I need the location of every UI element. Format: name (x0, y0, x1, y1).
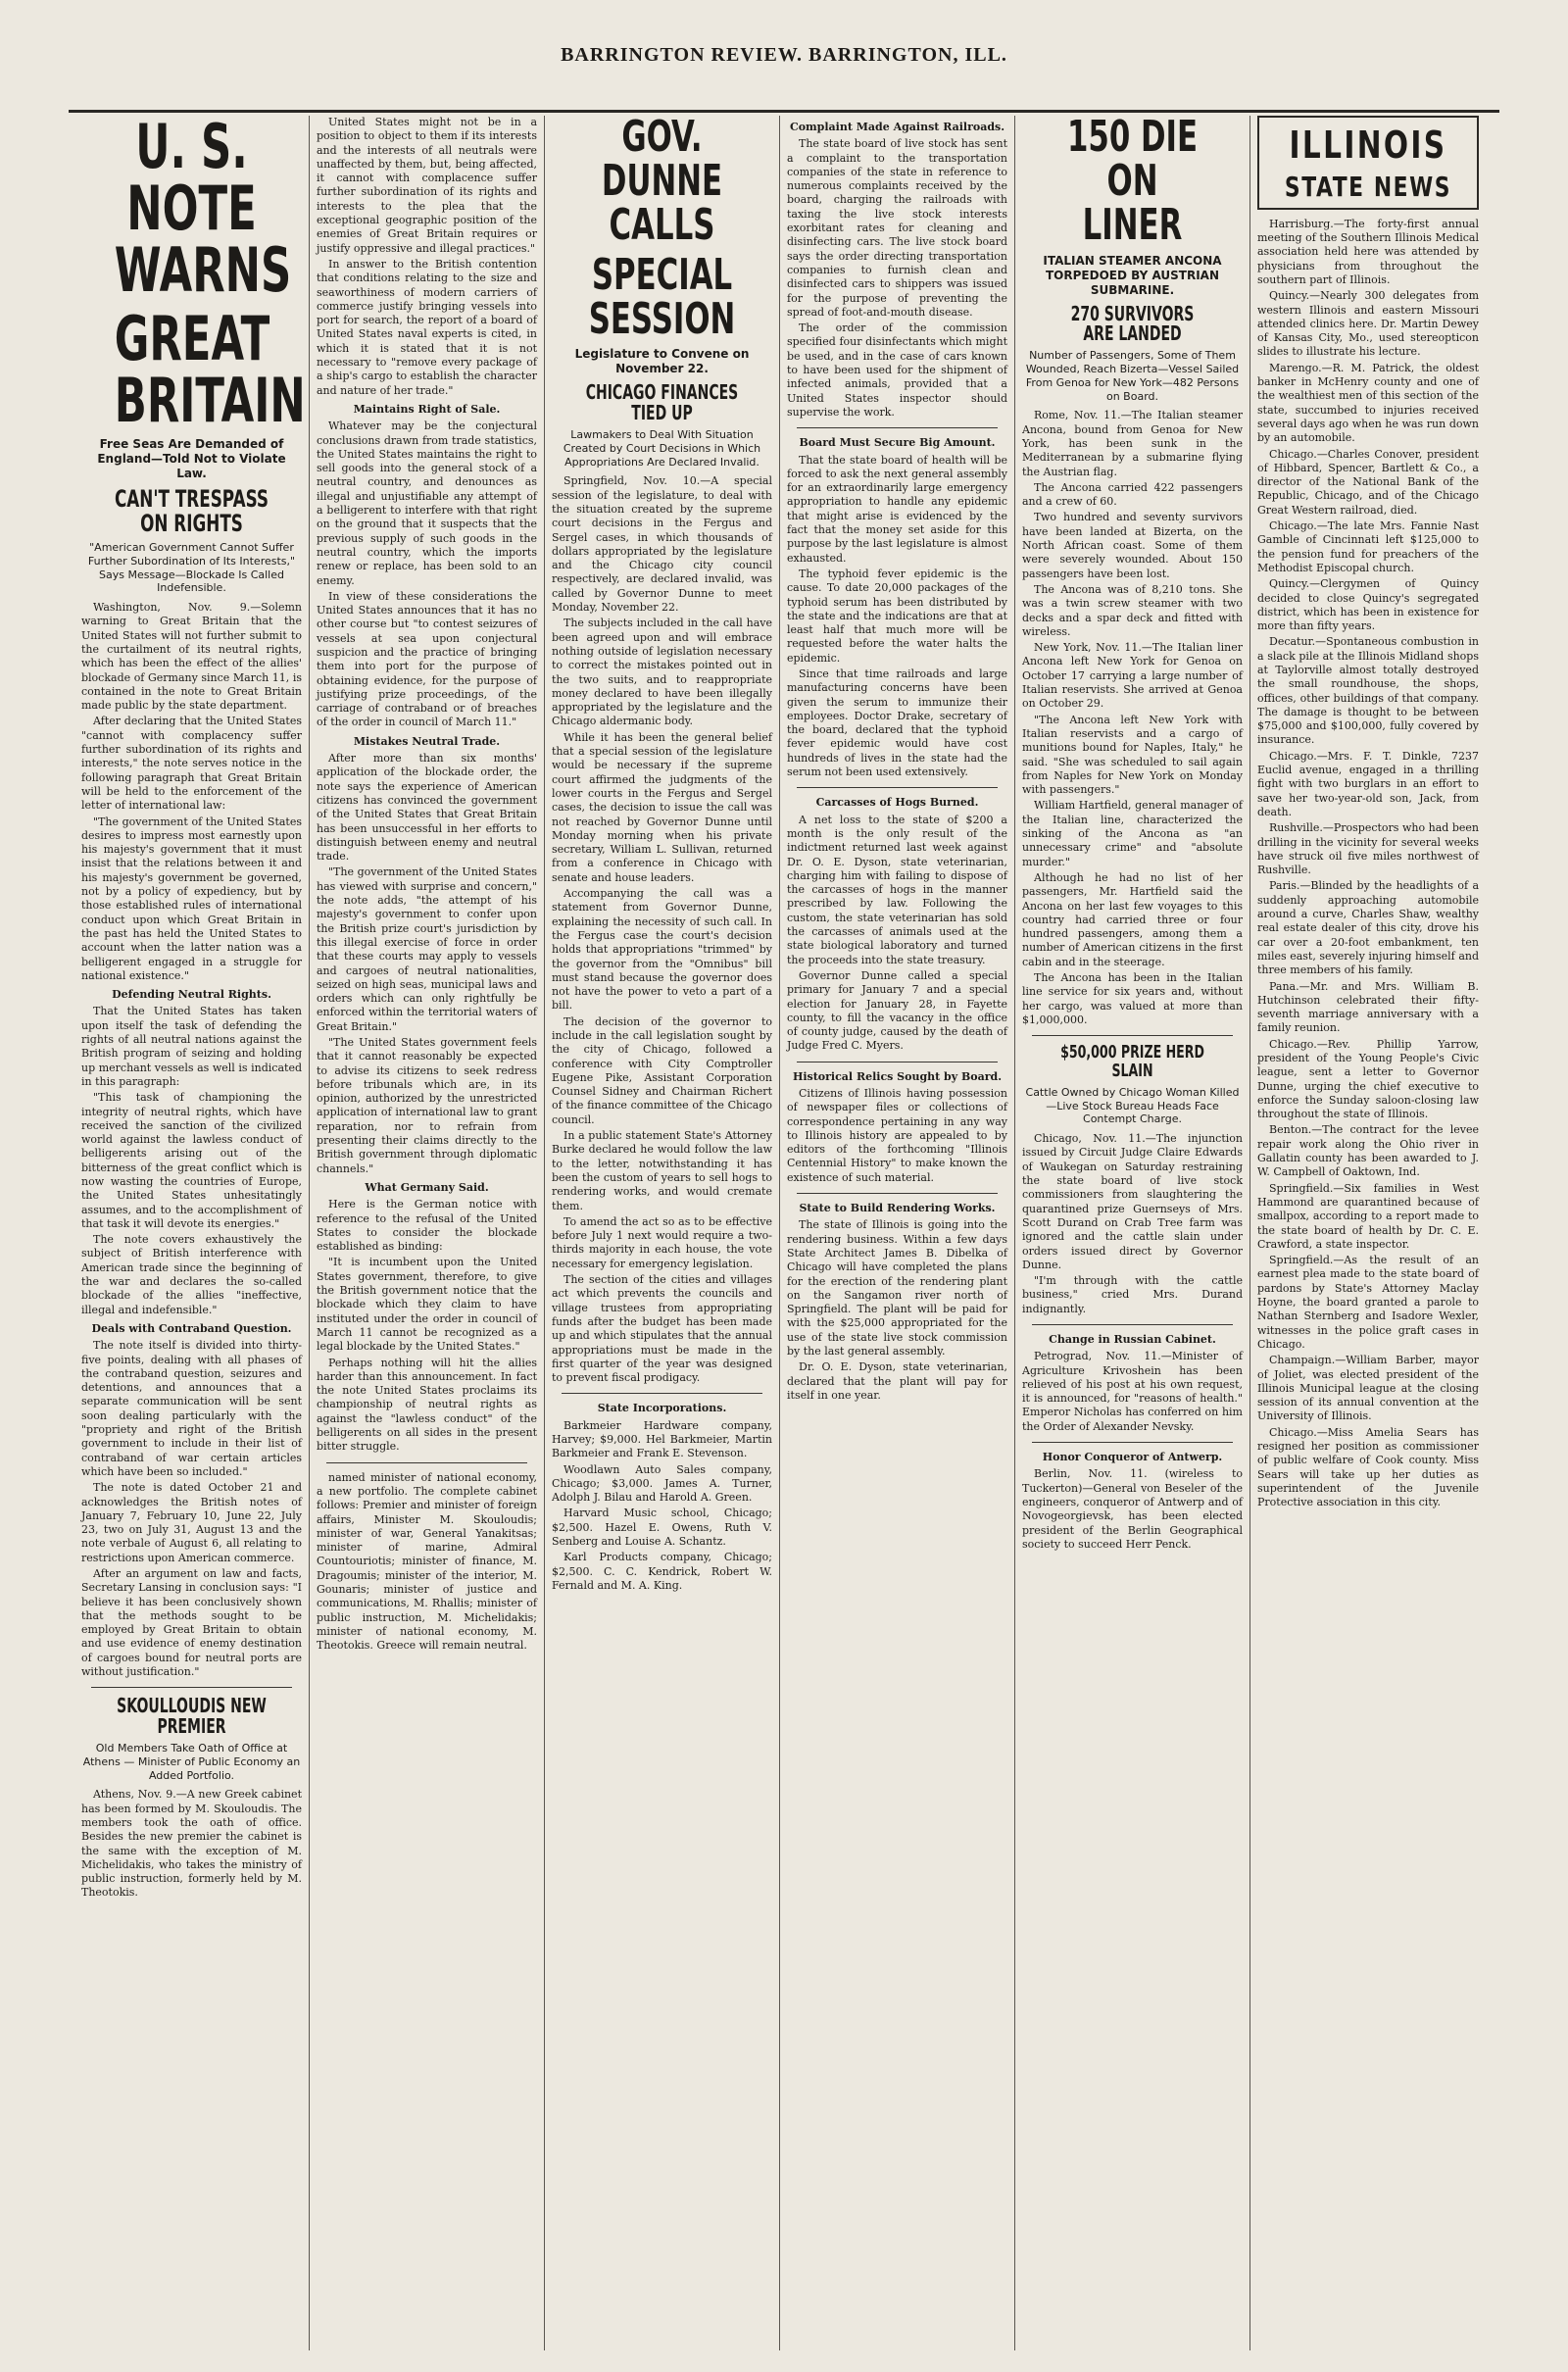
subhead-russian-cabinet: Change in Russian Cabinet. (1049, 1333, 1216, 1346)
article-paragraph: The Ancona carried 422 passengers and a crew of 60. (1022, 480, 1243, 509)
article-paragraph: The subjects included in the call have been agreed upon and will embrace nothing outside of legislation necessary to correct the mistakes pointed out in the two suits, and to reappropriate money declared to have been illegally appropriated by the legislature and the Chicago aldermanic body. (552, 617, 772, 728)
news-item: Rushville.—Prospectors who had been drilling in the vicinity for several weeks have struck oil five miles northwest of Rushville. (1257, 821, 1479, 877)
article-paragraph: That the United States has taken upon itself the task of defending the rights of all neutral nations against the British program of seizing and holding up merchant vessels as well is indicated in this paragraph: (81, 1005, 302, 1088)
article-paragraph: After declaring that the United States "cannot with complacency suffer further subordination of its rights and interests," the note serves notice in the following paragraph that Great Britain will be held to the enforcement of the letter of international law: (81, 715, 302, 813)
article-paragraph: Chicago, Nov. 11.—The injunction issued by Circuit Judge Claire Edwards of Waukegan on Saturday restraining the state board of live stock commissioners from slaughtering the quarantined prize Guernseys of Mrs. Scott Durand on Crab Tree farm was ignored and the cattle slain under orders issued direct by Governor Dunne. (1022, 1132, 1243, 1271)
news-item: Marengo.—R. M. Patrick, the oldest banker in McHenry county and one of the wealthiest men of this section of the state, succumbed to injuries received several days ago when he was run down by an automobile. (1257, 361, 1479, 445)
divider (797, 1193, 998, 1194)
columns (74, 116, 1486, 2350)
column-2 (310, 116, 545, 2350)
article-paragraph: "The Ancona left New York with Italian reservists and a cargo of munitions bound for Naples, Italy," he said. "She was scheduled to sail again from Naples for New York on Monday with passengers." (1022, 713, 1243, 797)
article-paragraph: Rome, Nov. 11.—The Italian steamer Ancona, bound from Genoa for New York, has been sunk in the Mediterranean by a submarine flying the Austrian flag. (1022, 409, 1243, 478)
headline-special-session: SPECIAL SESSION (588, 249, 736, 344)
divider (562, 1393, 762, 1394)
article-paragraph: To amend the act so as to be effective before July 1 next would require a two-thirds majority in each house, the vote necessary for emergency legislation. (552, 1214, 772, 1270)
news-item: Chicago.—Miss Amelia Sears has resigned her position as commissioner of public welfare of Cook county. Miss Sears will take up her duties as superintendent of the Juvenile Protective association in this city. (1257, 1425, 1479, 1509)
column-1 (74, 116, 310, 2350)
article-paragraph: Although he had no list of her passengers, Mr. Hartfield said the Ancona on her last few voyages to this country had carried three or four hundred passengers, among them a number of American citizens in the first cabin and in the steerage. (1022, 870, 1243, 968)
article-paragraph: named minister of national economy, a new portfolio. The complete cabinet follows: Premier and minister of foreign affairs, Minister M. Skouloudis; minister of war, General Yanakitsas; minister of marine, Admiral Countouriotis; minister of finance, M. Dragoumis; minister of the interior, M. Gounaris; minister of justice and communications, M. Rhallis; minister of public instruction, M. Michelidakis; minister of national economy, M. Theotokis. Greece will remain neutral. (317, 1470, 537, 1653)
article-paragraph: In a public statement State's Attorney Burke declared he would follow the law to the letter, notwithstanding it has been the custom of years to sell hogs to rendering works, and would cremate them. (552, 1129, 772, 1212)
subhead-defending: Defending Neutral Rights. (112, 988, 271, 1002)
article-paragraph: After an argument on law and facts, Secretary Lansing in conclusion says: "I believe it has been conclusively shown that the methods sought to be employed by Great Britain to obtain and use evidence of enemy destination of cargoes bound for neutral ports are without justification." (81, 1567, 302, 1679)
article-paragraph: "The government of the United States desires to impress most earnestly upon his majesty's government that it must insist that the relations between it and his majesty's government be governed, not by a policy of expediency, but by those established rules of international conduct upon which Great Britain in the past has held the United States to account when the latter nation was a belligerent engaged in a struggle for national existence." (81, 815, 302, 982)
article-paragraph: "The United States government feels that it cannot reasonably be expected to advise its citizens to seek redress before tribunals which are, in its opinion, authorized by the unrestricted application of international law to grant reparation, nor to refrain from presenting their claims directly to the British government through diplomatic channels." (317, 1036, 537, 1175)
headline-270-survivors: 270 SURVIVORS ARE LANDED (1070, 301, 1195, 346)
news-item: Springfield.—As the result of an earnest plea made to the state board of pardons by State's Attorney Maclay Hoyne, the board granted a parole to Nathan Sternberg and Isadore Wexler, witnesses in the police graft cases in Chicago. (1257, 1254, 1479, 1351)
headline-skoulloudis: SKOULLOUDIS NEW PREMIER (117, 1694, 267, 1738)
article-paragraph: Woodlawn Auto Sales company, Chicago; $3,000. James A. Turner, Adolph J. Bilau and Harold A. Green. (552, 1462, 772, 1505)
news-item: Chicago.—The late Mrs. Fannie Nast Gamble of Cincinnati left $125,000 to the pension fund for preachers of the Methodist Episcopal church. (1257, 519, 1479, 574)
article-paragraph: Accompanying the call was a statement from Governor Dunne, explaining the necessity of such call. In the Fergus case the court's decision holds that appropriations "trimmed" by the governor from the "Omnibus" bill must stand because the governor does not have the power to veto a part of a bill. (552, 887, 772, 1013)
column-6 (1250, 116, 1486, 2350)
article-paragraph: Governor Dunne called a special primary for January 7 and a special election for January 28, in Fayette county, to fill the vacancy in the office of county judge, caused by the death of Judge Fred C. Myers. (787, 968, 1007, 1053)
headline-prize-herd: $50,000 PRIZE HERD SLAIN (1060, 1042, 1204, 1081)
article-paragraph: While it has been the general belief that a special session of the legislature would be necessary if the supreme court affirmed the judgments of the lower courts in the Fergus and Sergel cases, the decision to issue the call was not reached by Governor Dunne until Monday morning when his private secretary, William L. Sullivan, returned from a conference in Chicago with senate and house leaders. (552, 730, 772, 884)
divider (91, 1687, 292, 1688)
headline-gov-dunne: GOV. DUNNE CALLS (601, 116, 723, 250)
masthead-rule (69, 110, 1499, 113)
subhead-mistakes: Mistakes Neutral Trade. (353, 734, 501, 748)
article-paragraph: Perhaps nothing will hit the allies harder than this announcement. In fact the note United States proclaims its championship of neutral rights as against the "lawless conduct" of the belligerents on all sides in the present bitter struggle. (317, 1356, 537, 1454)
news-item: Chicago.—Rev. Phillip Yarrow, president of the Young People's Civic league, sent a letter to Governor Dunne, urging the chief executive to enforce the Sunday saloon-closing law throughout the state of Illinois. (1257, 1037, 1479, 1121)
subhead-board-amount: Board Must Secure Big Amount. (799, 436, 996, 450)
column-5 (1015, 116, 1250, 2350)
subhead-relics: Historical Relics Sought by Board. (792, 1069, 1003, 1083)
divider (797, 787, 998, 788)
column-4 (780, 116, 1015, 2350)
headline-great-britain: GREAT BRITAIN (114, 302, 306, 436)
article-paragraph: The note covers exhaustively the subject of British interference with American trade since the beginning of the war and declares the so-called blockade of the allies "ineffective, illegal and indefensible." (81, 1233, 302, 1316)
article-paragraph: United States might not be in a position to object to them if its interests and the interests of all neutrals were unaffected by them, but, being affected, it cannot with complacence suffer further subordination of its rights and interests to the plea that the exceptional geographic position of the enemies of Great Britain requires or justify oppressive and illegal practices." (317, 116, 537, 255)
news-item: Quincy.—Clergymen of Quincy decided to close Quincy's segregated district, which has been in existence for more than fifty years. (1257, 577, 1479, 633)
article-paragraph: Petrograd, Nov. 11.—Minister of Agriculture Krivoshein has been relieved of his post at his own request, it is announced, for "reasons of health." Emperor Nicholas has conferred on him the Order of Alexander Nevsky. (1022, 1350, 1243, 1433)
article-paragraph: The section of the cities and villages act which prevents the councils and village trustees from appropriating funds after the budget has been made up and which stipulates that the annual appropriations must be made in the first quarter of the year was designed to prevent fiscal prodigacy. (552, 1273, 772, 1385)
article-paragraph: "This task of championing the integrity of neutral rights, which have received the sanction of the civilized world against the lawless conduct of belligerents arising out of the bitterness of the great conflict which is now wasting the countries of Europe, the United States unhesitatingly assumes, and to the accomplishment of that task it will devote its energies." (81, 1091, 302, 1230)
article-paragraph: In answer to the British contention that conditions relating to the size and seaworthiness of modern carriers of commerce justify bringing vessels into port for search, the report of a board of United States naval experts is cited, in which it is stated that it is not necessary to "remove every package of a ship's cargo to establish the character and nature of her trade." (317, 257, 537, 397)
article-paragraph: Two hundred and seventy survivors have been landed at Bizerta, on the North African coast. Some of them were severely wounded. About 150 passengers have been lost. (1022, 511, 1243, 580)
news-item: Quincy.—Nearly 300 delegates from western Illinois and eastern Missouri attended clinics here. Dr. Martin Dewey of Kansas City, Mo., used stereopticon slides to illustrate his lecture. (1257, 289, 1479, 359)
deck-american-government: "American Government Cannot Suffer Further Subordination of Its Interests," Says Message—Blockade Is Called Indefensible. (87, 541, 296, 595)
deck-lawmakers: Lawmakers to Deal With Situation Created by Court Decisions in Which Appropriations Are Declared Invalid. (563, 428, 761, 469)
article-paragraph: Washington, Nov. 9.—Solemn warning to Great Britain that the United States will not further submit to the curtailment of its neutral rights, which has been the effect of the allies' blockade of Germany since March 11, is contained in the note to Great Britain made public by the state department. (81, 601, 302, 713)
subhead-incorporations: State Incorporations. (597, 1402, 727, 1415)
article-paragraph: The order of the commission specified four disinfectants which might be used, and in the case of cars known to have been used for the shipment of infected animals, provided that a United States inspector should supervise the work. (787, 321, 1007, 419)
article-paragraph: "I'm through with the cattle business," cried Mrs. Durand indignantly. (1022, 1274, 1243, 1315)
article-paragraph: "It is incumbent upon the United States government, therefore, to give the British government notice that the blockade which they claim to have instituted under the order in council of March 11 cannot be recognized as a legal blockade by the United States." (317, 1256, 537, 1354)
deck-passengers: Number of Passengers, Some of Them Wounded, Reach Bizerta—Vessel Sailed From Genoa for New York—482 Persons on Board. (1025, 349, 1240, 403)
article-paragraph: The Ancona has been in the Italian line service for six years and, without her cargo, was valued at more than $1,000,000. (1022, 970, 1243, 1026)
article-paragraph: Whatever may be the conjectural conclusions drawn from trade statistics, the United States maintains the right to sell goods into the general stock of a neutral country, and denounces as illegal and unjustifiable any attempt of a belligerent to interfere with that right on the ground that it suspects that the previous supply of such goods in the neutral country, which the imports renew or replace, has been sold to an enemy. (317, 420, 537, 587)
article-paragraph: Athens, Nov. 9.—A new Greek cabinet has been formed by M. Skouloudis. The members took the oath of office. Besides the new premier the cabinet is the same with the exception of M. Michelidakis, who takes the ministry of public instruction, formerly held by M. Theotokis. (81, 1788, 302, 1900)
news-item: Chicago.—Mrs. F. T. Dinkle, 7237 Euclid avenue, engaged in a thrilling fight with two burglars in an effort to save her two-year-old son, Jack, from death. (1257, 749, 1479, 818)
masthead: BARRINGTON REVIEW. BARRINGTON, ILL. (561, 43, 1007, 66)
deck-italian-steamer: ITALIAN STEAMER ANCONA TORPEDOED BY AUSTRIAN SUBMARINE. (1043, 253, 1222, 297)
news-item: Decatur.—Spontaneous combustion in a slack pile at the Illinois Midland shops at Taylorville almost totally destroyed the small roundhouse, the shops, offices, other buildings of that company. The damage is thought to be between $75,000 and $100,000, fully covered by insurance. (1257, 635, 1479, 747)
subhead-hogs: Carcasses of Hogs Burned. (815, 796, 979, 810)
divider (1032, 1035, 1233, 1036)
article-paragraph: Dr. O. E. Dyson, state veterinarian, declared that the plant will pay for itself in one year. (787, 1360, 1007, 1402)
article-paragraph: A net loss to the state of $200 a month is the only result of the indictment returned last week against Dr. O. E. Dyson, state veterinarian, charging him with failing to dispose of the carcasses of hogs in the manner prescribed by law. Following the custom, the state veterinarian has sold the carcasses of animals used at the state biological laboratory and turned the proceeds into the state treasury. (787, 813, 1007, 966)
subhead-railroads: Complaint Made Against Railroads. (789, 121, 1005, 133)
news-item: Pana.—Mr. and Mrs. William B. Hutchinson celebrated their fifty-seventh marriage anniversary with a family reunion. (1257, 979, 1479, 1035)
deck-cattle: Cattle Owned by Chicago Woman Killed—Live Stock Bureau Heads Face Contempt Charge. (1025, 1085, 1240, 1126)
article-paragraph: William Hartfield, general manager of the Italian line, characterized the sinking of the Ancona as "an unnecessary crime" and "absolute murder." (1022, 799, 1243, 868)
box-title-state-news: STATE NEWS (1284, 171, 1452, 204)
subhead-antwerp: Honor Conqueror of Antwerp. (1042, 1451, 1223, 1464)
article-paragraph: Karl Products company, Chicago; $2,500. C. C. Kendrick, Robert W. Fernald and M. A. King. (552, 1551, 772, 1592)
article-paragraph: The state of Illinois is going into the rendering business. Within a few days State Architect James B. Dibelka of Chicago will have completed the plans for the erection of the rendering plant on the Sangamon river north of Springfield. The plant will be paid for with the $25,000 appropriated for the use of the state live stock commission by the last general assembly. (787, 1218, 1007, 1359)
news-item: Chicago.—Charles Conover, president of Hibbard, Spencer, Bartlett & Co., a director of the National Bank of the Republic, Chicago, and of the Chicago Great Western railroad, died. (1257, 447, 1479, 517)
box-title-illinois: ILLINOIS (1289, 124, 1447, 167)
headline-cant-trespass: CAN'T TRESPASS ON RIGHTS (114, 485, 270, 537)
article-paragraph: In view of these considerations the United States announces that it has no other course but "to contest seizures of vessels at sea upon conjectural suspicion and the practice of bringing them into port for the purpose of obtaining evidence, for the purpose of justifying prize proceedings, of the carriage of contraband or of breaches of the order in council of March 11." (317, 589, 537, 729)
article-paragraph: Harvard Music school, Chicago; $2,500. Hazel E. Owens, Ruth V. Senberg and Louise A. Schantz. (552, 1507, 772, 1549)
article-paragraph: The state board of live stock has sent a complaint to the transportation companies of the state in reference to numerous complaints received by the board, charging the railroads with taxing the live stock interests exorbitant rates for cleaning and disinfecting cars. The live stock board says the order directing transportation companies to furnish clean and disinfected cars to shippers was issued for the purpose of preventing the spread of foot-and-mouth disease. (787, 137, 1007, 319)
article-paragraph: After more than six months' application of the blockade order, the note says the experience of American citizens has convinced the government of the United States that Great Britain has been unsuccessful in her efforts to distinguish between enemy and neutral trade. (317, 752, 537, 864)
article-paragraph: The note itself is divided into thirty-five points, dealing with all phases of the contraband question, seizures and detentions, and announces that a separate communication will be sent soon dealing particularly with the "propriety and right of the British government to include in their list of contraband of war certain articles which have been so included." (81, 1339, 302, 1478)
article-paragraph: The typhoid fever epidemic is the cause. To date 20,000 packages of the typhoid serum has been distributed by the state and the indications are that at least half that much more will be requested before the water halts the epidemic. (787, 567, 1007, 665)
divider (326, 1462, 527, 1463)
subhead-contraband: Deals with Contraband Question. (91, 1321, 292, 1335)
article-paragraph: New York, Nov. 11.—The Italian liner Ancona left New York for Genoa on October 17 carrying a large number of Italian reservists. She arrived at Genoa on October 29. (1022, 641, 1243, 711)
news-item: Paris.—Blinded by the headlights of a suddenly approaching automobile around a curve, Charles Shaw, wealthy real estate dealer of this city, drove his car over a 20-foot embankment, ten miles east, severely injuring himself and three members of his family. (1257, 879, 1479, 977)
divider (1032, 1324, 1233, 1325)
subhead-right-of-sale: Maintains Right of Sale. (353, 402, 501, 416)
headline-150-die: 150 DIE ON LINER (1066, 116, 1199, 250)
deck-old-members: Old Members Take Oath of Office at Athens — Minister of Public Economy an Added Portfolio. (82, 1742, 301, 1782)
news-item: Champaign.—William Barber, mayor of Joliet, was elected president of the Illinois Municipal league at the closing session of its annual convention at the University of Illinois. (1257, 1354, 1479, 1423)
article-paragraph: "The government of the United States has viewed with surprise and concern," the note adds, "the attempt of his majesty's government to confer upon the British prize court's jurisdiction by this illegal exercise of force in order that these courts may apply to vessels and cargoes of neutral nationalities, seized on high seas, municipal laws and orders which can only rightfully be enforced within the territorial waters of Great Britain." (317, 865, 537, 1033)
deck-free-seas: Free Seas Are Demanded of England—Told Not to Violate Law. (97, 437, 286, 481)
headline-us-note: U. S. NOTE WARNS (114, 116, 292, 307)
news-item: Benton.—The contract for the levee repair work along the Ohio river in Gallatin county has been awarded to J. W. Campbell of Oaktown, Ind. (1257, 1123, 1479, 1179)
divider (797, 427, 998, 428)
article-paragraph: Since that time railroads and large manufacturing concerns have been given the serum to immunize their employees. Doctor Drake, secretary of the board, declared that the typhoid fever epidemic would have cost hundreds of lives in the state had the serum not been used extensively. (787, 667, 1007, 779)
news-item: Harrisburg.—The forty-first annual meeting of the Southern Illinois Medical association held here was attended by physicians from throughout the southern part of Illinois. (1257, 217, 1479, 286)
article-paragraph: Berlin, Nov. 11. (wireless to Tuckerton)—General von Beseler of the engineers, conqueror of Antwerp and of Novogeorgievsk, has been elected president of the Berlin Geographical society to succeed Herr Penck. (1022, 1467, 1243, 1551)
illinois-state-news-box (1257, 116, 1479, 210)
divider (1032, 1442, 1233, 1443)
article-paragraph: Here is the German notice with reference to the refusal of the United States to consider the blockade established as binding: (317, 1198, 537, 1254)
article-paragraph: That the state board of health will be forced to ask the next general assembly for an extraordinarily large emergency appropriation to handle any epidemic that might arise is evidenced by the fact that the money set aside for this purpose by the last legislature is almost exhausted. (787, 453, 1007, 565)
headline-chicago-finances: CHICAGO FINANCES TIED UP (585, 380, 739, 424)
article-paragraph: Barkmeier Hardware company, Harvey; $9,000. Hel Barkmeier, Martin Barkmeier and Frank E. Stevenson. (552, 1418, 772, 1460)
article-paragraph: Springfield, Nov. 10.—A special session of the legislature, to deal with the situation created by the supreme court decisions in the Fergus and Sergel cases, in which thousands of dollars appropriated by the legislature and the Chicago city council respectively, are declared invalid, was called by Governor Dunne to meet Monday, November 22. (552, 474, 772, 615)
news-item: Springfield.—Six families in West Hammond are quarantined because of smallpox, according to a report made to the state board of health by Dr. C. E. Crawford, a state inspector. (1257, 1181, 1479, 1251)
article-paragraph: The note is dated October 21 and acknowledges the British notes of January 7, February 10, June 22, July 23, two on July 31, August 13 and the note verbale of August 6, all relating to restrictions upon American commerce. (81, 1481, 302, 1564)
article-paragraph: Citizens of Illinois having possession of newspaper files or collections of correspondence pertaining in any way to Illinois history are appealed to by editors of the forthcoming "Illinois Centennial History" to make known the existence of such material. (787, 1087, 1007, 1184)
deck-legislature: Legislature to Convene on November 22. (574, 347, 750, 376)
article-paragraph: The decision of the governor to include in the call legislation sought by the city of Chicago, followed a conference with City Comptroller Eugene Pike, Assistant Corporation Counsel Sidney and Chairman Richert of the finance committee of the Chicago council. (552, 1014, 772, 1126)
subhead-rendering: State to Build Rendering Works. (799, 1202, 996, 1215)
column-3 (545, 116, 780, 2350)
article-paragraph: The Ancona was of 8,210 tons. She was a twin screw steamer with two decks and a spar deck and fitted with wireless. (1022, 582, 1243, 638)
subhead-germany: What Germany Said. (365, 1180, 489, 1194)
